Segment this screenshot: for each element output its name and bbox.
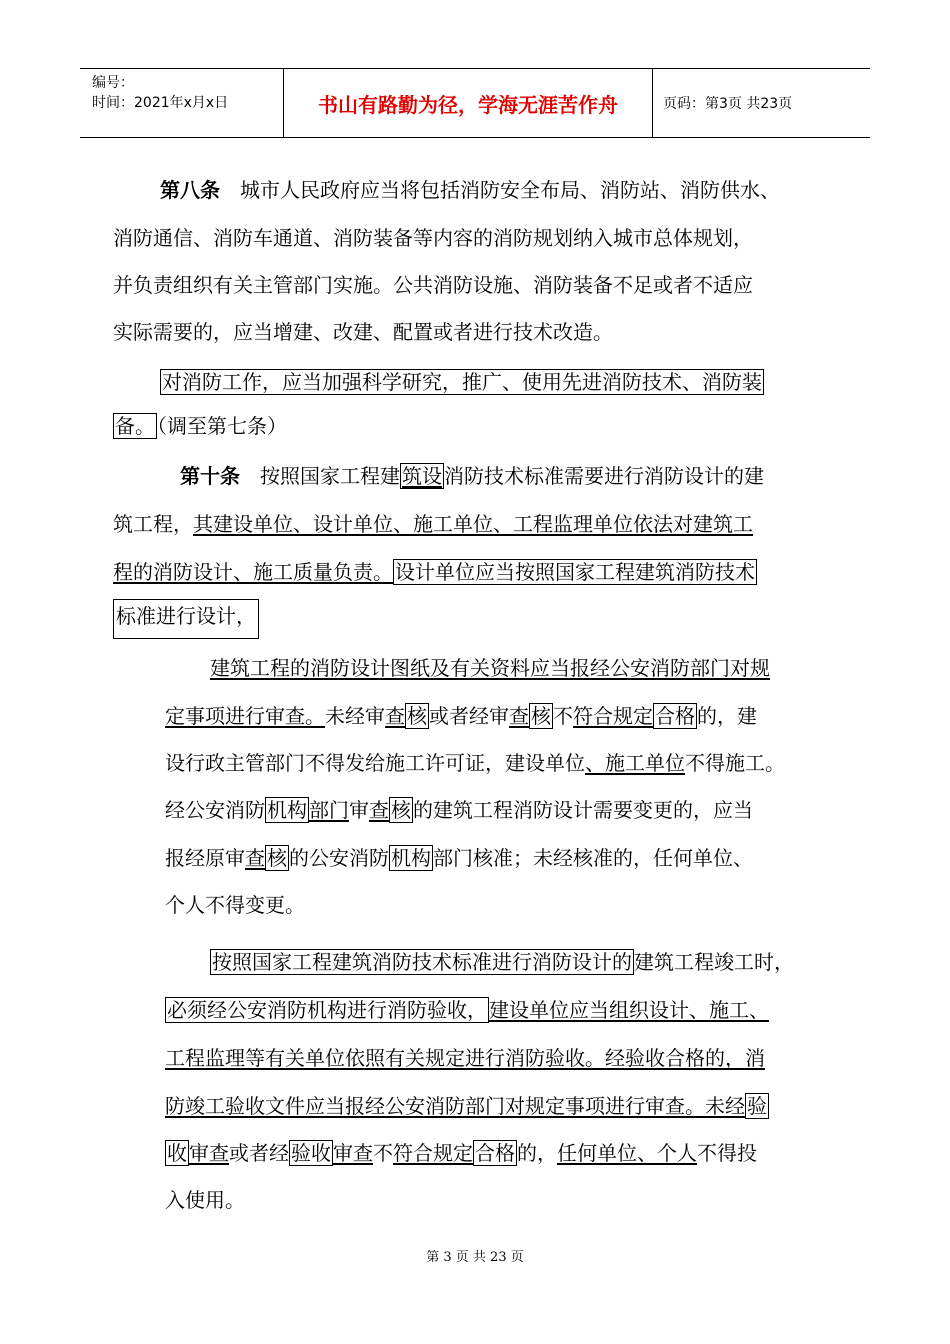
page-footer: 第 3 页 共 23 页 [426,1250,524,1265]
review-line-4: 经公安消防 机构 部门审查 核 的建筑工程消防设计需要变更的，应当 [165,798,753,822]
article-10-title: 第十条 [180,464,240,488]
article-10-line-3: 程的消防设计、施工质量负责。 设计单位应当按照国家工程建筑消防技术 [113,560,755,584]
review-line-6: 个人不得变更。 [165,893,305,917]
header-page-info: 页码：第3页 共23页 [663,96,793,112]
article-8-title: 第八条 [160,178,220,202]
acceptance-line-5: 收 审查或者经 验收 审查不符合规定 合格 的，任何单位、个人不得投 [167,1141,757,1165]
article-10-line-1: 第十条 按照国家工程建 筑设 消防技术标准需要进行消防设计的建 [180,464,764,488]
moved-line-1: 对消防工作，应当加强科学研究，推广、使用先进消防技术、消防装 [162,370,762,394]
acceptance-line-2: 必须经公安消防机构进行消防验收， 建设单位应当组织设计、施工、 [167,998,769,1022]
acceptance-line-4: 防竣工验收文件应当报经公安消防部门对规定事项进行审查。未经 验 [165,1094,767,1118]
page-header [80,68,870,138]
review-line-2: 定事项进行审查。未经审查 核 或者经审查 核 不符合规定 合格 的，建 [165,704,757,728]
moved-line-2: 备。 （调至第七条） [115,414,287,438]
acceptance-line-3: 工程监理等有关单位依照有关规定进行消防验收。经验收合格的，消 [165,1046,765,1070]
review-line-3: 设行政主管部门不得发给施工许可证，建设单位、施工单位不得施工。 [165,751,785,775]
article-10-line-4: 标准进行设计， [113,604,259,628]
article-8-line-2: 消防通信、消防车通道、消防装备等内容的消防规划纳入城市总体规划， [113,226,753,250]
article-8-line-3: 并负责组织有关主管部门实施。公共消防设施、消防装备不足或者不适应 [113,273,753,297]
article-8-line-1: 第八条 城市人民政府应当将包括消防安全布局、消防站、消防供水、 [160,178,780,202]
code-label: 编号： [92,75,134,91]
review-line-1: 建筑工程的消防设计图纸及有关资料应当报经公安消防部门对规 [210,656,770,680]
article-8-line-4: 实际需要的，应当增建、改建、配置或者进行技术改造。 [113,320,613,344]
header-meta [80,69,284,137]
acceptance-line-6: 入使用。 [165,1188,245,1212]
article-10-line-2: 筑工程，其建设单位、设计单位、施工单位、工程监理单位依法对建筑工 [113,512,753,536]
header-motto: 书山有路勤为径，学海无涯苦作舟 [284,69,653,137]
review-line-5: 报经原审查 核 的公安消防 机构 部门核准；未经核准的，任何单位、 [165,846,753,870]
time-label: 时间：2021年x月x日 [92,95,229,111]
acceptance-line-1: 按照国家工程建筑消防技术标准进行消防设计的 建筑工程竣工时， [212,950,794,974]
